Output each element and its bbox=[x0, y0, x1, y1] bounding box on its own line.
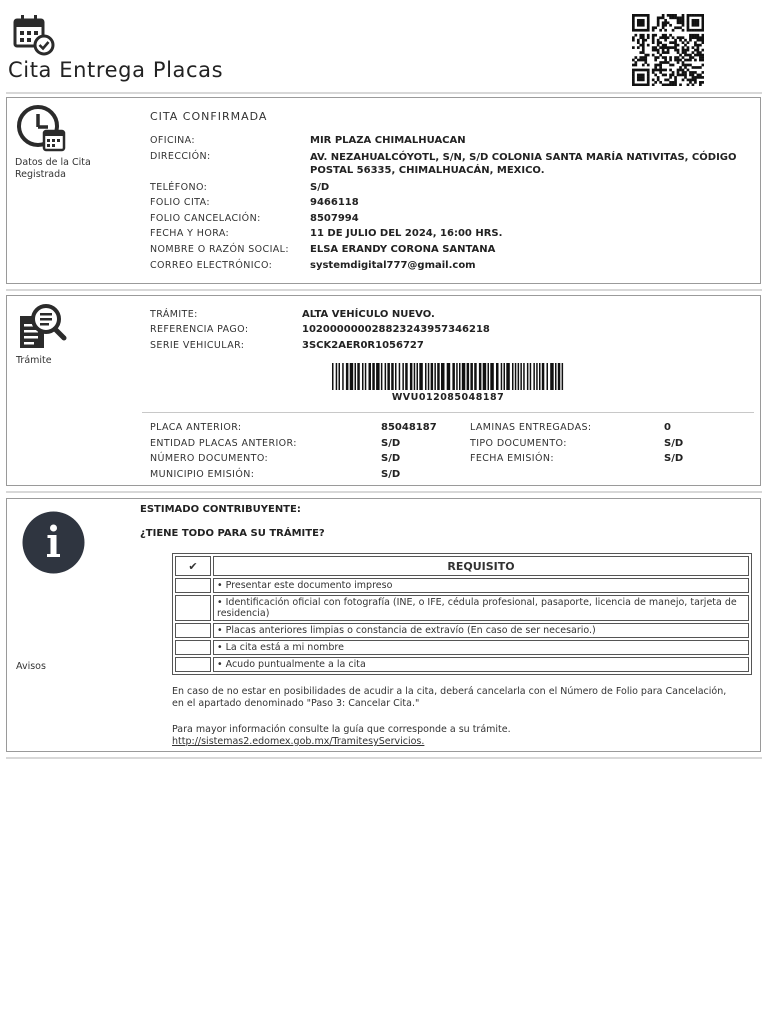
detail-label: TIPO DOCUMENTO: bbox=[470, 438, 567, 449]
requirements-table bbox=[172, 553, 752, 675]
info-link[interactable]: http://sistemas2.edomex.gob.mx/TramitesyServicios. bbox=[172, 736, 425, 747]
detail-label: PLACA ANTERIOR: bbox=[150, 422, 242, 433]
field-value: ALTA VEHÍCULO NUEVO. bbox=[302, 309, 435, 320]
field-label: FECHA Y HORA: bbox=[150, 228, 230, 239]
requirement-cell: • Identificación oficial con fotografía (INE, o IFE, cédula profesional, pasaporte, licencia de manejo, tarjeta de residencia) bbox=[213, 595, 749, 621]
avisos-question: ¿TIENE TODO PARA SU TRÁMITE? bbox=[140, 528, 325, 539]
divider bbox=[142, 412, 754, 413]
clock-calendar-icon bbox=[16, 104, 66, 154]
document-search-icon bbox=[18, 302, 68, 352]
avisos-side-label: Avisos bbox=[16, 661, 46, 672]
field-value: 9466118 bbox=[310, 197, 359, 208]
divider bbox=[6, 92, 762, 94]
field-label: TRÁMITE: bbox=[150, 309, 198, 320]
barcode-text: WVU012085048187 bbox=[391, 392, 505, 403]
detail-label: ENTIDAD PLACAS ANTERIOR: bbox=[150, 438, 297, 449]
detail-label: LAMINAS ENTREGADAS: bbox=[470, 422, 592, 433]
field-label: CORREO ELECTRÓNICO: bbox=[150, 260, 273, 271]
field-label: FOLIO CITA: bbox=[150, 197, 210, 208]
table-header-row bbox=[175, 556, 749, 576]
field-label: FOLIO CANCELACIÓN: bbox=[150, 213, 261, 224]
field-value: ELSA ERANDY CORONA SANTANA bbox=[310, 244, 496, 255]
table-row bbox=[175, 595, 749, 621]
calendar-check-icon bbox=[12, 14, 56, 56]
detail-value: S/D bbox=[381, 438, 401, 449]
avisos-heading: ESTIMADO CONTRIBUYENTE: bbox=[140, 504, 301, 515]
field-value: 8507994 bbox=[310, 213, 359, 224]
cita-side-label: Datos de la Cita Registrada bbox=[15, 157, 91, 180]
field-value: 3SCK2AER0R1056727 bbox=[302, 340, 424, 351]
checkbox-cell[interactable] bbox=[175, 657, 211, 672]
field-label: DIRECCIÓN: bbox=[150, 151, 211, 162]
detail-value: S/D bbox=[381, 469, 401, 480]
checkbox-cell[interactable] bbox=[175, 578, 211, 593]
field-value: systemdigital777@gmail.com bbox=[310, 260, 476, 271]
cita-section bbox=[6, 97, 761, 284]
checkbox-cell[interactable] bbox=[175, 595, 211, 621]
detail-label: FECHA EMISIÓN: bbox=[470, 453, 554, 464]
page-title: Cita Entrega Placas bbox=[8, 58, 224, 82]
requisito-column-header: REQUISITO bbox=[213, 556, 749, 576]
field-label: TELÉFONO: bbox=[150, 182, 208, 193]
detail-value: S/D bbox=[664, 453, 684, 464]
table-row bbox=[175, 623, 749, 638]
qr-code bbox=[632, 14, 704, 86]
divider bbox=[6, 289, 762, 291]
barcode bbox=[332, 363, 564, 390]
detail-value: S/D bbox=[381, 453, 401, 464]
field-label: SERIE VEHICULAR: bbox=[150, 340, 245, 351]
field-label: NOMBRE O RAZÓN SOCIAL: bbox=[150, 244, 289, 255]
divider bbox=[6, 757, 762, 759]
table-row bbox=[175, 640, 749, 655]
field-value: 10200000002882324395734621​8 bbox=[302, 324, 490, 335]
requirement-cell: • Placas anteriores limpias o constancia de extravío (En caso de ser necesario.) bbox=[213, 623, 749, 638]
field-value: 11 DE JULIO DEL 2024, 16:00 HRS. bbox=[310, 228, 503, 239]
requirement-cell: • Acudo puntualmente a la cita bbox=[213, 657, 749, 672]
info-icon bbox=[22, 511, 85, 574]
field-value: AV. NEZAHUALCÓYOTL, S/N, S/D COLONIA SANTA MARÍA NATIVITAS, CÓDIGO POSTAL 56335, CHIMALHUACÁN, MEXICO. bbox=[310, 152, 737, 176]
requirement-cell: • La cita está a mi nombre bbox=[213, 640, 749, 655]
table-row bbox=[175, 657, 749, 672]
checkbox-cell[interactable] bbox=[175, 623, 211, 638]
divider bbox=[6, 491, 762, 493]
table-row bbox=[175, 578, 749, 593]
cita-title: CITA CONFIRMADA bbox=[150, 110, 268, 123]
field-label: OFICINA: bbox=[150, 135, 196, 146]
detail-label: NÚMERO DOCUMENTO: bbox=[150, 453, 269, 464]
detail-value: 85048187 bbox=[381, 422, 437, 433]
detail-value: S/D bbox=[664, 438, 684, 449]
detail-label: MUNICIPIO EMISIÓN: bbox=[150, 469, 255, 480]
checkbox-cell[interactable] bbox=[175, 640, 211, 655]
field-value: S/D bbox=[310, 182, 330, 193]
detail-value: 0 bbox=[664, 422, 671, 433]
field-value: MIR PLAZA CHIMALHUACAN bbox=[310, 135, 466, 146]
requirement-cell: • Presentar este documento impreso bbox=[213, 578, 749, 593]
field-label: REFERENCIA PAGO: bbox=[150, 324, 249, 335]
info-note: Para mayor información consulte la guía que corresponde a su trámite. bbox=[172, 724, 511, 735]
check-column-header: ✔ bbox=[175, 556, 211, 576]
tramite-side-label: Trámite bbox=[16, 355, 52, 366]
cancel-note: En caso de no estar en posibilidades de acudir a la cita, deberá cancelarla con el Número de Folio para Cancelación, en el apartado denominado "Paso 3: Cancelar Cita." bbox=[172, 686, 727, 709]
